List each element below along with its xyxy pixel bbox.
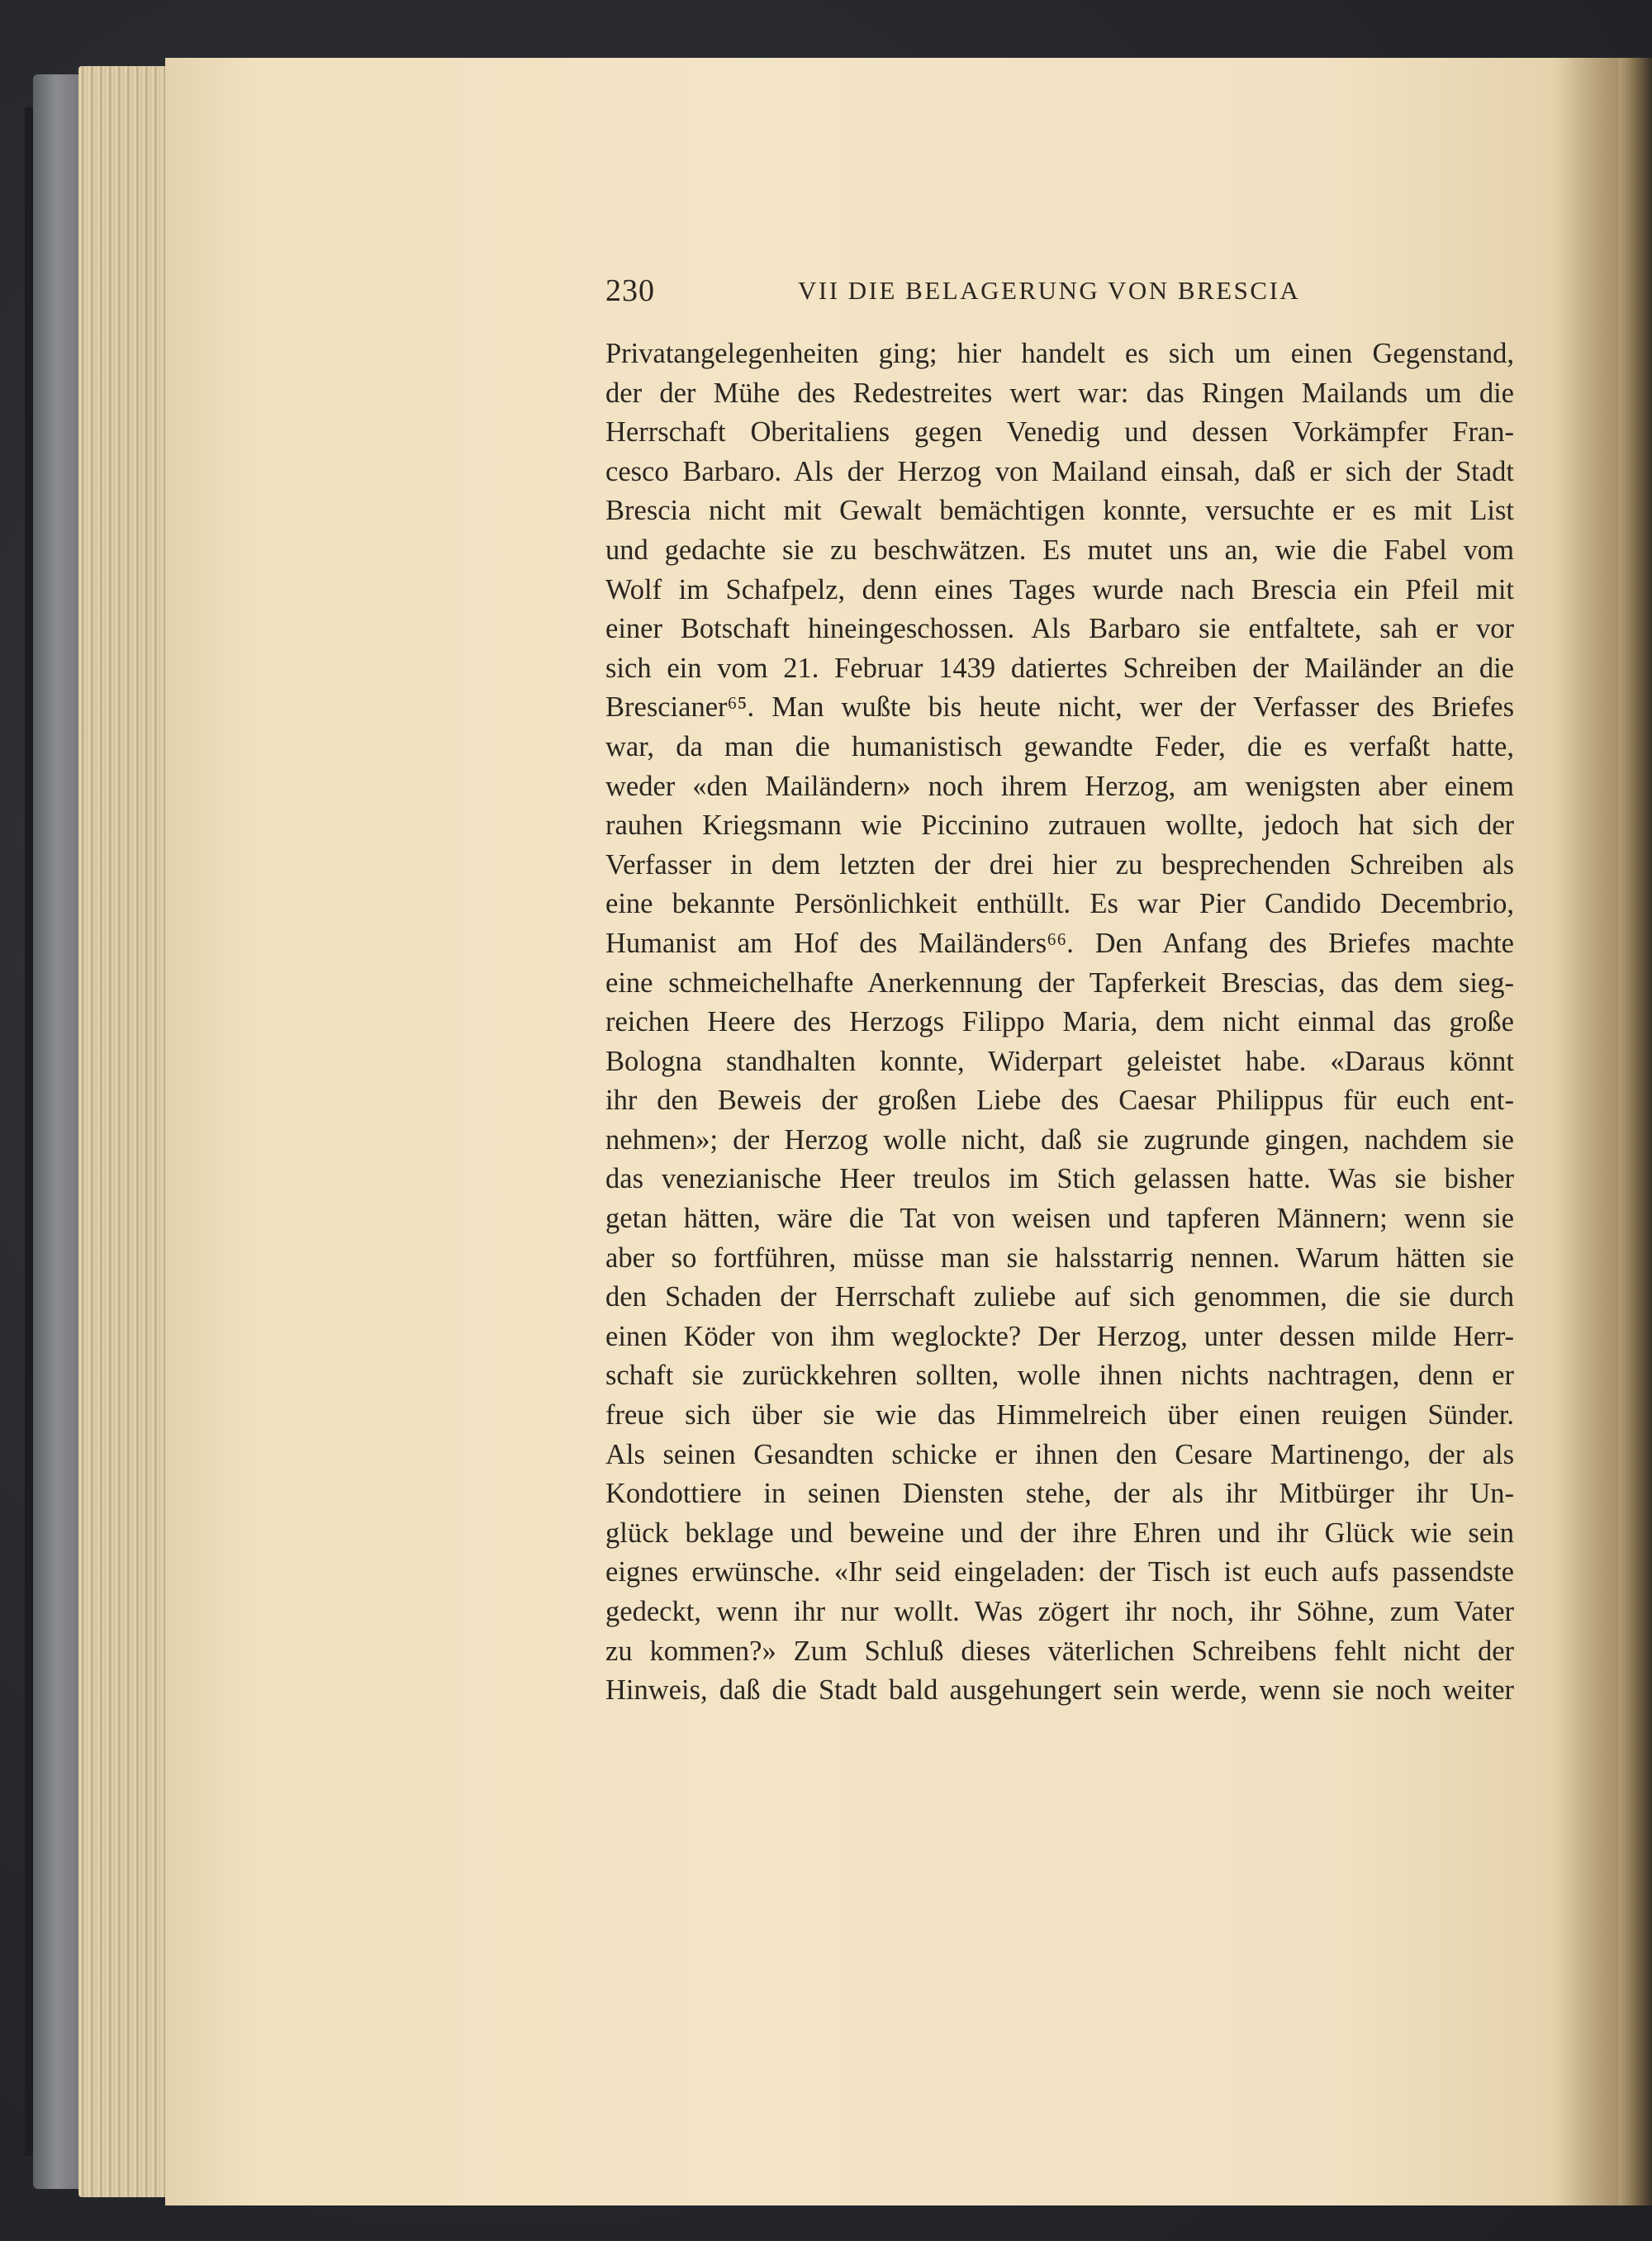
text-line: einen Köder von ihm weglockte? Der Herzog, unter dessen milde Herr- bbox=[605, 1320, 1514, 1352]
text-line: einer Botschaft hineingeschossen. Als Barbaro sie entfaltete, sah er vor bbox=[605, 613, 1514, 645]
text-line: Herrschaft Oberitaliens gegen Venedig und dessen Vorkämpfer Fran- bbox=[605, 416, 1514, 449]
text-line: eine bekannte Persönlichkeit enthüllt. Es war Pier Candido Decembrio, bbox=[605, 888, 1514, 920]
text-line: Brescianer⁶⁵. Man wußte bis heute nicht, wer der Verfasser des Briefes bbox=[605, 691, 1514, 724]
text-line: und gedachte sie zu beschwätzen. Es mutet uns an, wie die Fabel vom bbox=[605, 534, 1514, 566]
text-line: eignes erwünsche. «Ihr seid eingeladen: der Tisch ist euch aufs passendste bbox=[605, 1556, 1514, 1588]
text-line: Wolf im Schafpelz, denn eines Tages wurde nach Brescia ein Pfeil mit bbox=[605, 573, 1514, 605]
text-line: gedeckt, wenn ihr nur wollt. Was zögert ihr noch, ihr Söhne, zum Vater bbox=[605, 1596, 1514, 1627]
text-line: war, da man die humanistisch gewandte Feder, die es verfaßt hatte, bbox=[605, 730, 1514, 762]
text-line: sich ein vom 21. Februar 1439 datiertes Schreiben der Mailänder an die bbox=[605, 652, 1514, 684]
text-line: schaft sie zurückkehren sollten, wolle ihnen nichts nachtragen, denn er bbox=[605, 1360, 1514, 1392]
page-number: 230 bbox=[605, 273, 655, 308]
text-line: getan hätten, wäre die Tat von weisen und tapferen Männern; wenn sie bbox=[605, 1203, 1514, 1235]
text-line: Bologna standhalten konnte, Widerpart geleistet habe. «Daraus könnt bbox=[605, 1045, 1514, 1077]
gutter-shadow bbox=[1553, 58, 1619, 2205]
text-line: weder «den Mailändern» noch ihrem Herzog, am wenigsten aber einem bbox=[605, 770, 1514, 802]
text-line: das venezianische Heer treulos im Stich gelassen hatte. Was sie bisher bbox=[605, 1163, 1514, 1195]
text-line: Brescia nicht mit Gewalt bemächtigen konnte, versuchte er es mit List bbox=[605, 495, 1514, 527]
text-line: Humanist am Hof des Mailänders⁶⁶. Den Anfang des Briefes machte bbox=[605, 927, 1514, 959]
text-line: ihr den Beweis der großen Liebe des Caesar Philippus für euch ent- bbox=[605, 1085, 1514, 1117]
text-line: Hinweis, daß die Stadt bald ausgehungert sein werde, wenn sie noch weiter bbox=[605, 1674, 1514, 1707]
text-line: Verfasser in dem letzten der drei hier zu besprechenden Schreiben als bbox=[605, 848, 1514, 881]
text-line: freue sich über sie wie das Himmelreich über einen reuigen Sünder. bbox=[605, 1399, 1514, 1431]
text-line: aber so fortführen, müsse man sie halsstarrig nennen. Warum hätten sie bbox=[605, 1242, 1514, 1274]
text-line: rauhen Kriegsmann wie Piccinino zutrauen wollte, jedoch hat sich der bbox=[605, 810, 1514, 842]
text-line: Kondottiere in seinen Diensten stehe, der als ihr Mitbürger ihr Un- bbox=[605, 1478, 1514, 1510]
page-header bbox=[605, 273, 1324, 314]
text-line: glück beklage und beweine und der ihre Ehren und ihr Glück wie sein bbox=[605, 1517, 1514, 1549]
text-line: Als seinen Gesandten schicke er ihnen den Cesare Martinengo, der als bbox=[605, 1438, 1514, 1470]
text-line: zu kommen?» Zum Schluß dieses väterlichen Schreibens fehlt nicht der bbox=[605, 1635, 1514, 1667]
running-title: VII DIE BELAGERUNG VON BRESCIA bbox=[798, 276, 1301, 305]
text-line: den Schaden der Herrschaft zuliebe auf sich genommen, die sie durch bbox=[605, 1281, 1514, 1313]
text-line: nehmen»; der Herzog wolle nicht, daß sie zugrunde gingen, nachdem sie bbox=[605, 1123, 1514, 1156]
text-line: cesco Barbaro. Als der Herzog von Mailand einsah, daß er sich der Stadt bbox=[605, 455, 1514, 487]
text-line: der der Mühe des Redestreites wert war: das Ringen Mailands um die bbox=[605, 377, 1514, 409]
body-text bbox=[605, 335, 1514, 1711]
text-line: eine schmeichelhafte Anerkennung der Tapferkeit Brescias, das dem sieg- bbox=[605, 966, 1514, 999]
text-line: reichen Heere des Herzogs Filippo Maria, dem nicht einmal das große bbox=[605, 1006, 1514, 1038]
text-line: Privatangelegenheiten ging; hier handelt es sich um einen Gegenstand, bbox=[605, 338, 1514, 369]
